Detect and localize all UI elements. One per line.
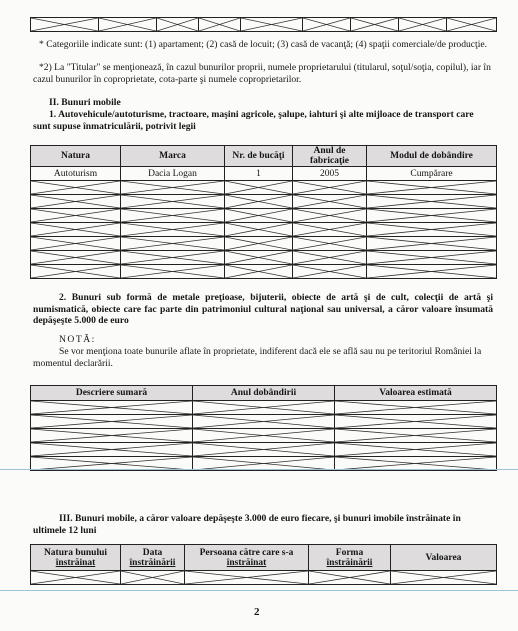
empty-crossed-cell — [99, 18, 157, 32]
cross-mark-icon — [193, 401, 334, 414]
cross-mark-icon — [447, 18, 496, 31]
empty-crossed-cell — [31, 237, 121, 251]
cross-mark-icon — [121, 209, 224, 222]
empty-crossed-cell — [193, 415, 335, 429]
scan-separator-line-bottom — [0, 590, 518, 591]
empty-crossed-cell — [447, 18, 497, 32]
table-row — [31, 181, 497, 195]
col-valoarea-estimata: Valoarea estimată — [335, 386, 497, 401]
empty-crossed-cell — [31, 209, 121, 223]
cross-mark-icon — [241, 18, 302, 31]
col-valoarea: Valoarea — [391, 545, 497, 571]
table-row — [31, 265, 497, 279]
cross-mark-icon — [367, 181, 496, 194]
cross-mark-icon — [157, 18, 198, 31]
cross-mark-icon — [121, 251, 224, 264]
empty-crossed-cell — [335, 401, 497, 415]
cross-mark-icon — [121, 571, 184, 584]
cell-modul: Cumpărare — [367, 167, 497, 181]
table-row — [31, 415, 497, 429]
empty-crossed-cell — [367, 265, 497, 279]
empty-crossed-cell — [335, 429, 497, 443]
empty-crossed-cell — [293, 251, 367, 265]
col-natura-bunului: Natura bunului înstrăinat — [31, 545, 121, 571]
table-row — [31, 223, 497, 237]
empty-crossed-cell — [31, 571, 121, 585]
empty-crossed-cell — [185, 571, 309, 585]
cross-mark-icon — [31, 429, 192, 442]
cross-mark-icon — [199, 18, 240, 31]
cross-mark-icon — [193, 429, 334, 442]
table-row — [31, 429, 497, 443]
nota-title: NOTĂ: — [59, 334, 96, 345]
empty-crossed-cell — [303, 18, 351, 32]
cross-mark-icon — [351, 18, 398, 31]
cross-mark-icon — [225, 237, 292, 250]
cross-mark-icon — [367, 195, 496, 208]
empty-crossed-cell — [121, 265, 225, 279]
cross-mark-icon — [31, 195, 120, 208]
cross-mark-icon — [335, 443, 496, 456]
col-persoana: Persoana către care s-a înstrăinat — [185, 545, 309, 571]
cross-mark-icon — [31, 571, 120, 584]
cross-mark-icon — [31, 223, 120, 236]
empty-crossed-cell — [225, 195, 293, 209]
cell-natura: Autoturism — [31, 167, 121, 181]
empty-crossed-cell — [293, 209, 367, 223]
empty-crossed-cell — [225, 251, 293, 265]
cross-mark-icon — [31, 265, 120, 278]
cross-mark-icon — [303, 18, 350, 31]
col-forma-instrainarii: Forma înstrăinării — [309, 545, 391, 571]
empty-crossed-cell — [121, 209, 225, 223]
table-header-row — [31, 545, 497, 571]
empty-crossed-cell — [335, 443, 497, 457]
empty-crossed-cell — [367, 181, 497, 195]
empty-crossed-cell — [391, 571, 497, 585]
empty-crossed-cell — [293, 195, 367, 209]
col-natura: Natura — [31, 146, 121, 167]
empty-crossed-cell — [225, 265, 293, 279]
cross-mark-icon — [309, 571, 390, 584]
col-modul-dobandire: Modul de dobândire — [367, 146, 497, 167]
cross-mark-icon — [391, 571, 496, 584]
empty-crossed-cell — [31, 429, 193, 443]
empty-crossed-cell — [193, 443, 335, 457]
cross-mark-icon — [367, 237, 496, 250]
table-row — [31, 209, 497, 223]
nota-text: Se vor menţiona toate bunurile aflate în proprietate, indiferent dacă ele se află sau nu pe teritoriul României la momentul declarării. — [33, 346, 482, 369]
col-anul-dobandirii: Anul dobândirii — [193, 386, 335, 401]
cross-mark-icon — [99, 18, 156, 31]
cross-mark-icon — [293, 223, 366, 236]
empty-crossed-cell — [309, 571, 391, 585]
empty-crossed-cell — [121, 237, 225, 251]
empty-crossed-cell — [293, 223, 367, 237]
empty-crossed-cell — [31, 223, 121, 237]
empty-crossed-cell — [31, 443, 193, 457]
col-descriere: Descriere sumară — [31, 386, 193, 401]
cross-mark-icon — [225, 181, 292, 194]
cross-mark-icon — [225, 223, 292, 236]
table-row — [31, 167, 497, 181]
cell-anul: 2005 — [293, 167, 367, 181]
cross-mark-icon — [335, 415, 496, 428]
empty-crossed-cell — [225, 237, 293, 251]
col-anul-fabricatie: Anul de fabricaţie — [293, 146, 367, 167]
empty-crossed-cell — [225, 209, 293, 223]
empty-crossed-cell — [157, 18, 199, 32]
empty-crossed-cell — [293, 265, 367, 279]
empty-crossed-cell — [31, 401, 193, 415]
section-ii-subtitle-1: 1. Autovehicule/autoturisme, tractoare, maşini agricole, şalupe, iahturi şi alte mijloace de transport care sunt supuse înmatriculării, potrivit legii — [33, 109, 474, 132]
alienated-goods-table — [30, 544, 497, 585]
empty-crossed-cell — [121, 251, 225, 265]
empty-crossed-cell — [367, 237, 497, 251]
previous-table-fragment — [30, 17, 497, 32]
table-row — [31, 195, 497, 209]
vehicles-table — [30, 145, 497, 279]
empty-crossed-cell — [121, 195, 225, 209]
empty-crossed-cell — [367, 223, 497, 237]
empty-crossed-cell — [399, 18, 447, 32]
empty-crossed-cell — [31, 195, 121, 209]
scan-separator-line — [0, 469, 518, 470]
cross-mark-icon — [31, 401, 192, 414]
cross-mark-icon — [399, 18, 446, 31]
precious-goods-table — [30, 385, 497, 471]
cell-marca: Dacia Logan — [121, 167, 225, 181]
cross-mark-icon — [293, 209, 366, 222]
cross-mark-icon — [185, 571, 308, 584]
footnote-categories: * Categoriile indicate sunt: (1) apartament; (2) casă de locuit; (3) casă de vacanţă; (4) spaţii comerciale/de producţie. — [39, 39, 488, 50]
col-data-instrainarii: Data înstrăinării — [121, 545, 185, 571]
empty-crossed-cell — [335, 415, 497, 429]
cross-mark-icon — [31, 443, 192, 456]
empty-crossed-cell — [121, 181, 225, 195]
empty-crossed-cell — [121, 223, 225, 237]
cross-mark-icon — [31, 181, 120, 194]
cross-mark-icon — [293, 181, 366, 194]
empty-crossed-cell — [31, 415, 193, 429]
cross-mark-icon — [367, 209, 496, 222]
cross-mark-icon — [225, 195, 292, 208]
empty-crossed-cell — [225, 223, 293, 237]
cross-mark-icon — [31, 251, 120, 264]
table-row — [31, 443, 497, 457]
table-row — [31, 401, 497, 415]
cross-mark-icon — [225, 251, 292, 264]
cell-nr-bucati: 1 — [225, 167, 293, 181]
table-row — [31, 251, 497, 265]
cross-mark-icon — [121, 237, 224, 250]
cross-mark-icon — [31, 237, 120, 250]
table-row — [31, 237, 497, 251]
table-row — [31, 571, 497, 585]
col-nr-bucati: Nr. de bucăţi — [225, 146, 293, 167]
empty-crossed-cell — [367, 251, 497, 265]
cross-mark-icon — [293, 251, 366, 264]
col-marca: Marca — [121, 146, 225, 167]
empty-crossed-cell — [31, 18, 99, 32]
cross-mark-icon — [335, 401, 496, 414]
empty-crossed-cell — [241, 18, 303, 32]
table-row — [31, 18, 497, 32]
cross-mark-icon — [293, 265, 366, 278]
page-number: 2 — [254, 606, 260, 618]
section-ii-title: II. Bunuri mobile — [49, 97, 121, 108]
cross-mark-icon — [293, 237, 366, 250]
cross-mark-icon — [367, 265, 496, 278]
cross-mark-icon — [225, 265, 292, 278]
section-ii-subtitle-2: 2. Bunuri sub formă de metale preţioase, bijuterii, obiecte de artă şi de cult, colecţii de artă şi numismatică, obiecte care fac parte din patrimoniul cultural naţional sau universal, a căror valoare însumată depăşeşte 5.000 de euro — [33, 292, 493, 326]
empty-crossed-cell — [225, 181, 293, 195]
cross-mark-icon — [335, 429, 496, 442]
cross-mark-icon — [225, 209, 292, 222]
cross-mark-icon — [367, 223, 496, 236]
cross-mark-icon — [193, 415, 334, 428]
empty-crossed-cell — [351, 18, 399, 32]
empty-crossed-cell — [199, 18, 241, 32]
cross-mark-icon — [367, 251, 496, 264]
empty-crossed-cell — [121, 571, 185, 585]
empty-crossed-cell — [293, 181, 367, 195]
empty-crossed-cell — [367, 209, 497, 223]
cross-mark-icon — [121, 265, 224, 278]
cross-mark-icon — [121, 195, 224, 208]
cross-mark-icon — [31, 18, 98, 31]
cross-mark-icon — [193, 443, 334, 456]
table-header-row — [31, 386, 497, 401]
cross-mark-icon — [121, 181, 224, 194]
empty-crossed-cell — [293, 237, 367, 251]
empty-crossed-cell — [31, 181, 121, 195]
empty-crossed-cell — [31, 251, 121, 265]
empty-crossed-cell — [193, 429, 335, 443]
cross-mark-icon — [293, 195, 366, 208]
cross-mark-icon — [31, 415, 192, 428]
cross-mark-icon — [121, 223, 224, 236]
table-header-row — [31, 146, 497, 167]
empty-crossed-cell — [367, 195, 497, 209]
section-iii-title: III. Bunuri mobile, a căror valoare depăşeşte 3.000 de euro fiecare, şi bunuri imobile înstrăinate în ultimele 12 luni — [33, 513, 461, 536]
empty-crossed-cell — [193, 401, 335, 415]
cross-mark-icon — [31, 209, 120, 222]
footnote-titular: *2) La "Titular" se menţionează, în cazul bunurilor proprii, numele proprietarului (titularul, soţul/soţia, copilul), iar în cazul bunurilor în coproprietate, cota-parte şi numele coproprietarilor. — [33, 62, 491, 85]
empty-crossed-cell — [31, 265, 121, 279]
